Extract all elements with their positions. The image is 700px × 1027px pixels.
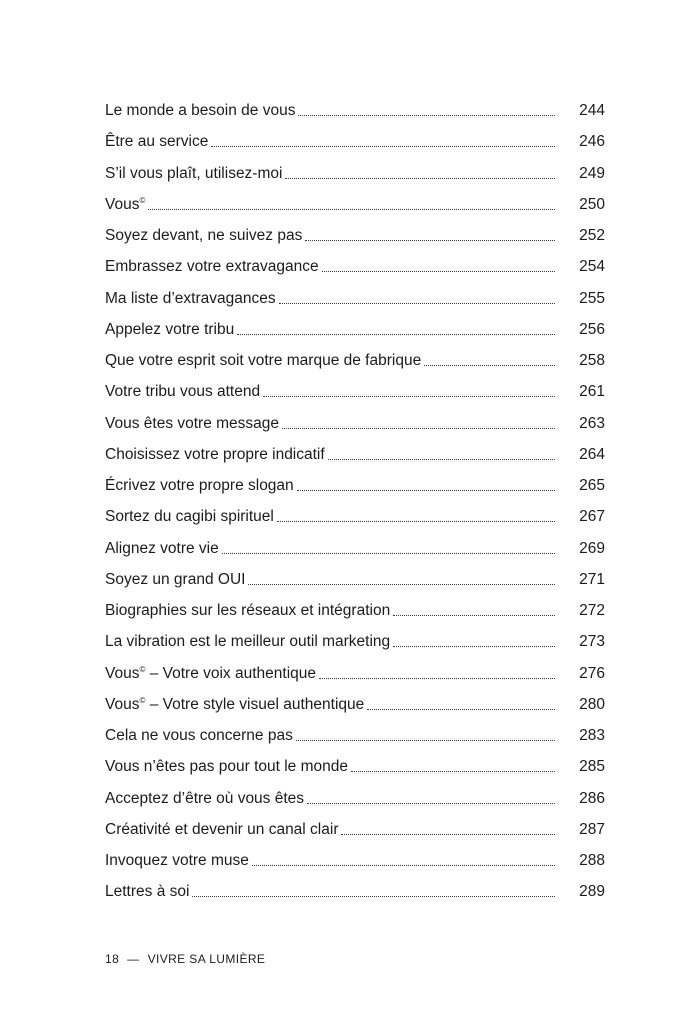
entry-page-number: 273 (579, 633, 605, 651)
entry-title (105, 126, 208, 157)
entry-title-text: Cela ne vous concerne pas (105, 727, 293, 744)
entry-title-text: Que votre esprit soit votre marque de fabrique (105, 352, 422, 369)
toc-entry (105, 376, 605, 407)
toc-entry (105, 314, 605, 345)
dot-leader (222, 553, 555, 554)
entry-page-number: 250 (579, 195, 605, 213)
copyright-mark: © (139, 695, 146, 705)
dot-leader (279, 303, 555, 304)
entry-title-text: Alignez votre vie (105, 539, 219, 557)
toc-entry (105, 564, 605, 595)
dot-leader (248, 584, 555, 585)
toc-entry (105, 408, 605, 439)
entry-title (105, 689, 364, 720)
entry-title (105, 376, 260, 407)
dot-leader (367, 709, 555, 710)
entry-page-number: 276 (579, 664, 605, 682)
entry-page-number: 264 (579, 445, 605, 463)
entry-title (105, 439, 325, 470)
entry-title (105, 470, 294, 501)
toc-entry (105, 814, 605, 845)
entry-title-text: Choisissez votre propre indicatif (105, 445, 325, 463)
entry-title (105, 783, 304, 814)
dot-leader (148, 209, 555, 210)
entry-title (105, 283, 276, 314)
entry-title (105, 658, 316, 689)
entry-page-number: 254 (579, 258, 605, 276)
dot-leader (393, 646, 555, 647)
dot-leader (351, 771, 555, 772)
toc-entry (105, 501, 605, 532)
dot-leader (307, 803, 555, 804)
dot-leader (424, 365, 555, 366)
entry-page-number: 289 (579, 883, 605, 901)
dot-leader (282, 428, 555, 429)
entry-page-number: 265 (579, 477, 605, 494)
dot-leader (305, 240, 555, 241)
entry-title (105, 626, 390, 657)
entry-title (105, 189, 145, 220)
dot-leader (285, 178, 555, 179)
dot-leader (252, 865, 555, 866)
entry-title-text: Écrivez votre propre slogan (105, 477, 294, 494)
entry-page-number: 287 (579, 820, 605, 838)
toc-entry (105, 626, 605, 657)
toc-entry (105, 95, 605, 126)
entry-page-number: 252 (579, 227, 605, 244)
copyright-mark: © (139, 664, 146, 674)
dot-leader (297, 490, 555, 491)
entry-title (105, 564, 245, 595)
page-number: 18 (105, 952, 120, 966)
entry-title-text: Invoquez votre muse (105, 852, 249, 869)
entry-title-text: Vous n’êtes pas pour tout le monde (105, 758, 348, 776)
toc-entry (105, 283, 605, 314)
toc-entry (105, 720, 605, 751)
dot-leader (322, 271, 555, 272)
entry-title-text: Créativité et devenir un canal clair (105, 820, 339, 838)
entry-title (105, 501, 274, 532)
toc-entry (105, 595, 605, 626)
dot-leader (298, 115, 555, 116)
toc-entry (105, 158, 605, 189)
toc-entry (105, 533, 605, 564)
entry-title (105, 876, 189, 907)
toc-entry (105, 783, 605, 814)
entry-page-number: 244 (579, 102, 605, 119)
dot-leader (319, 678, 555, 679)
dot-leader (277, 521, 555, 522)
toc-entry (105, 251, 605, 282)
entry-title-text: Vous êtes votre message (105, 414, 280, 432)
entry-title-text: La vibration est le meilleur outil marketing (105, 633, 391, 651)
toc-entry (105, 876, 605, 907)
entry-page-number: 256 (579, 320, 605, 338)
toc-entry (105, 189, 605, 220)
copyright-mark: © (139, 195, 146, 205)
entry-title (105, 314, 234, 345)
dot-leader (296, 740, 555, 741)
entry-title-text: Soyez un grand OUI (105, 570, 246, 588)
entry-title-text: Soyez devant, ne suivez pas (105, 227, 303, 244)
entry-title-suffix: – Votre voix authentique (145, 664, 317, 682)
dot-leader (192, 896, 555, 897)
entry-title-text: Sortez du cagibi spirituel (105, 508, 274, 526)
dot-leader (328, 459, 555, 460)
entry-title-text: Vous (105, 695, 140, 713)
entry-title (105, 220, 302, 251)
entry-page-number: 286 (579, 789, 605, 807)
dot-leader (211, 146, 555, 147)
entry-title (105, 95, 295, 126)
entry-title (105, 345, 421, 376)
entry-page-number: 263 (579, 414, 605, 432)
table-of-contents (105, 95, 605, 908)
dot-leader (263, 396, 555, 397)
entry-title-text: Ma liste d’extravagances (105, 289, 276, 307)
toc-entry (105, 658, 605, 689)
entry-title-text: Être au service (105, 133, 209, 151)
entry-title-text: Acceptez d’être où vous êtes (105, 789, 305, 807)
entry-title (105, 408, 279, 439)
entry-page-number: 285 (579, 758, 605, 776)
entry-page-number: 272 (579, 602, 605, 619)
toc-entry (105, 470, 605, 501)
entry-title (105, 845, 249, 876)
entry-title-text: Appelez votre tribu (105, 320, 235, 338)
entry-page-number: 271 (579, 570, 605, 588)
dot-leader (237, 334, 555, 335)
entry-page-number: 288 (579, 852, 605, 869)
entry-title (105, 158, 282, 189)
entry-title (105, 533, 219, 564)
entry-page-number: 283 (579, 727, 605, 744)
entry-title-text: Vous (105, 195, 140, 213)
toc-entry (105, 439, 605, 470)
entry-title (105, 814, 338, 845)
entry-title (105, 251, 319, 282)
entry-title-text: Vous (105, 664, 140, 682)
dot-leader (393, 615, 555, 616)
running-title: VIVRE SA LUMIÈRE (147, 952, 266, 966)
entry-title-text: Lettres à soi (105, 883, 190, 901)
footer-separator: — (127, 952, 140, 966)
entry-page-number: 246 (579, 133, 605, 151)
entry-title-text: Le monde a besoin de vous (105, 102, 296, 119)
toc-entry (105, 751, 605, 782)
entry-page-number: 261 (579, 383, 605, 401)
toc-entry (105, 220, 605, 251)
toc-entry (105, 689, 605, 720)
entry-title-text: S’il vous plaît, utilisez-moi (105, 164, 283, 182)
entry-title (105, 720, 293, 751)
entry-page-number: 269 (579, 539, 605, 557)
entry-page-number: 267 (579, 508, 605, 526)
entry-page-number: 255 (579, 289, 605, 307)
entry-title (105, 751, 348, 782)
toc-entry (105, 345, 605, 376)
entry-page-number: 280 (579, 695, 605, 713)
toc-entry (105, 845, 605, 876)
page-footer (105, 952, 265, 966)
entry-title (105, 595, 390, 626)
entry-page-number: 258 (579, 352, 605, 369)
toc-entry (105, 126, 605, 157)
entry-title-text: Embrassez votre extravagance (105, 258, 319, 276)
dot-leader (341, 834, 555, 835)
entry-title-suffix: – Votre style visuel authentique (145, 695, 365, 713)
entry-title-text: Biographies sur les réseaux et intégration (105, 602, 391, 619)
entry-page-number: 249 (579, 164, 605, 182)
entry-title-text: Votre tribu vous attend (105, 383, 261, 401)
